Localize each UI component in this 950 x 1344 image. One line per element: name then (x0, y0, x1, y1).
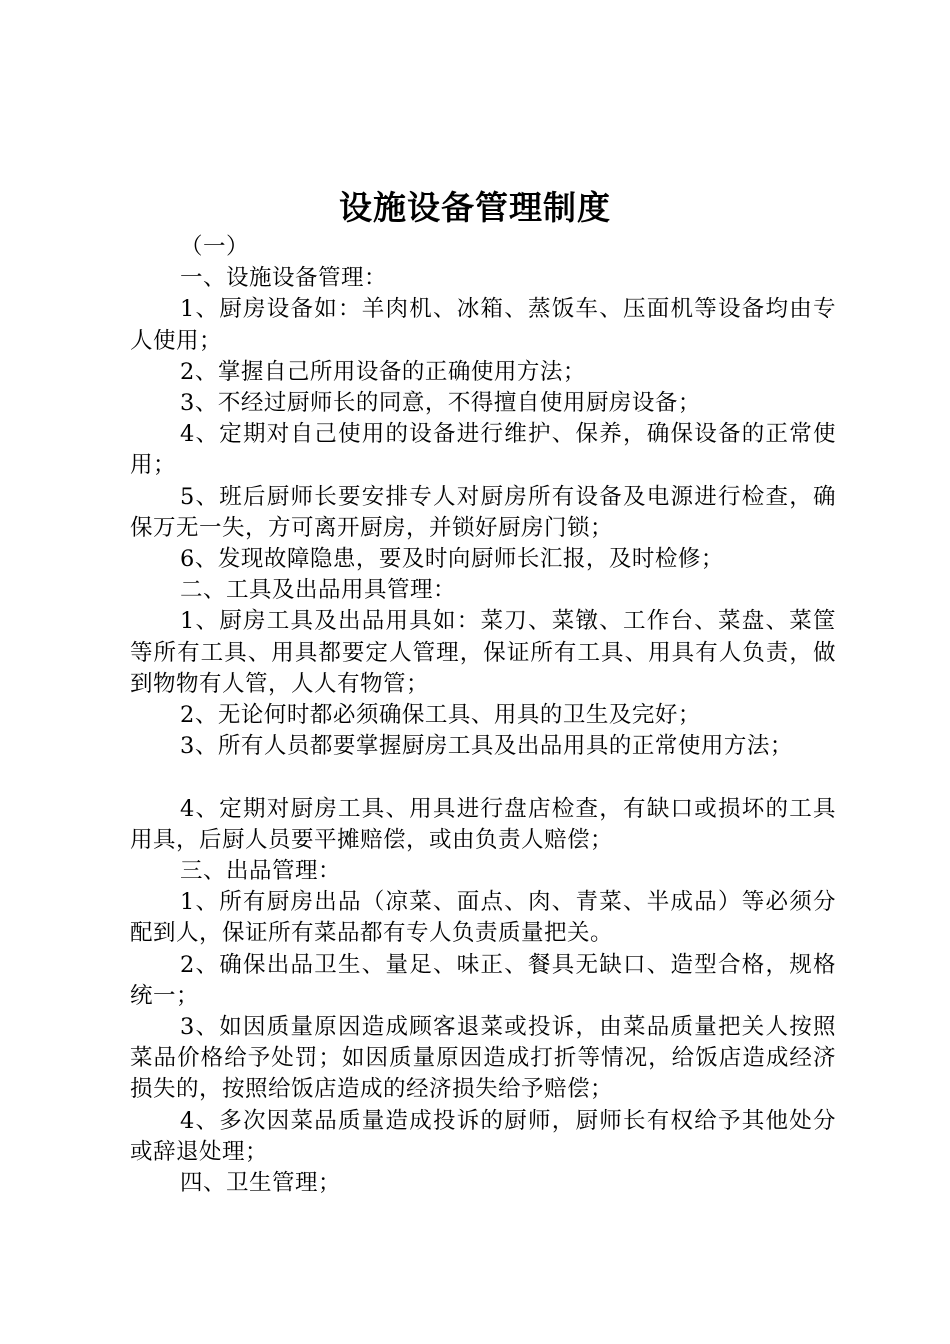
section-heading: 三、出品管理： (180, 858, 342, 885)
document-title: 设施设备管理制度 (339, 188, 611, 227)
paragraph: 6、发现故障隐患，要及时向厨师长汇报，及时检修； (180, 546, 724, 573)
paragraph: 3、不经过厨师长的同意，不得擅自使用厨房设备； (180, 390, 701, 417)
section-heading: 一、设施设备管理： (180, 265, 388, 292)
paragraph: 1、厨房设备如：羊肉机、冰箱、蒸饭车、压面机等设备均由专人使用； (130, 296, 836, 354)
paragraph: 4、定期对厨房工具、用具进行盘店检查，有缺口或损坏的工具用具，后厨人员要平摊赔偿，或由负责人赔偿； (130, 795, 836, 853)
paragraph: 2、掌握自己所用设备的正确使用方法； (180, 358, 586, 385)
section-marker: （一） (180, 234, 250, 260)
paragraph: 1、所有厨房出品（凉菜、面点、肉、青菜、半成品）等必须分配到人，保证所有菜品都有专人负责质量把关。 (130, 889, 836, 947)
paragraph: 4、多次因菜品质量造成投诉的厨师，厨师长有权给予其他处分或辞退处理； (130, 1107, 836, 1165)
document-body (130, 232, 836, 1199)
section-heading: 二、工具及出品用具管理： (180, 577, 457, 604)
section-heading: 四、卫生管理； (180, 1170, 342, 1197)
paragraph: 3、如因质量原因造成顾客退菜或投诉，由菜品质量把关人按照菜品价格给予处罚；如因质量原因造成打折等情况，给饭店造成经济损失的，按照给饭店造成的经济损失给予赔偿； (130, 1014, 836, 1103)
blank-line (130, 762, 836, 793)
paragraph: 3、所有人员都要掌握厨房工具及出品用具的正常使用方法； (180, 733, 793, 760)
paragraph: 5、班后厨师长要安排专人对厨房所有设备及电源进行检查，确保万无一失，方可离开厨房，并锁好厨房门锁； (130, 483, 836, 541)
paragraph: 2、确保出品卫生、量足、味正、餐具无缺口、造型合格，规格统一； (130, 951, 836, 1009)
paragraph: 4、定期对自己使用的设备进行维护、保养，确保设备的正常使用； (130, 421, 836, 479)
paragraph: 1、厨房工具及出品用具如：菜刀、菜镦、工作台、菜盘、菜筐等所有工具、用具都要定人管理，保证所有工具、用具有人负责，做到物物有人管，人人有物管； (130, 608, 836, 697)
paragraph: 2、无论何时都必须确保工具、用具的卫生及完好； (180, 702, 701, 729)
